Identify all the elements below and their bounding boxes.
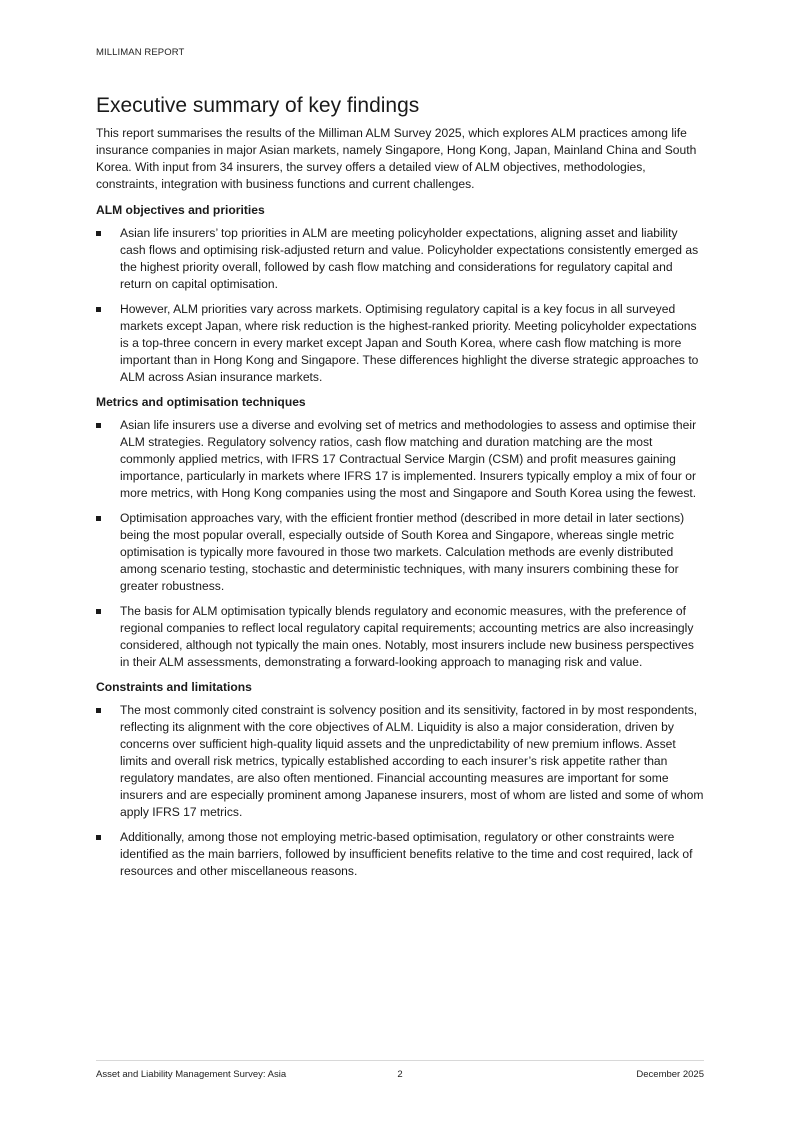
- list-item-text: The basis for ALM optimisation typically blends regulatory and economic measures, with the preference of regional companies to reflect local regulatory capital requirements; accounting metrics are also increasingly considered, although not typically the main ones. Notably, most insurers include new business perspectives in their ALM assessments, demonstrating a forward-looking approach to managing risk and value.: [120, 604, 694, 669]
- section-heading: Constraints and limitations: [96, 680, 252, 694]
- bullet-list: [96, 417, 704, 671]
- bullet-icon: [96, 835, 101, 840]
- footer-date: December 2025: [636, 1069, 704, 1080]
- main-content: [96, 93, 704, 888]
- bullet-icon: [96, 708, 101, 713]
- page-footer: [96, 1069, 704, 1080]
- list-item-text: Optimisation approaches vary, with the efficient frontier method (described in more detail in later sections) being the most popular overall, especially outside of South Korea and Singapore, whereas single metric optimisation is typically more favoured in those two markets. Calculation methods are evenly distributed among scenario testing, stochastic and deterministic techniques, with many insurers combining these for greater robustness.: [120, 511, 685, 593]
- section-constraints-limitations: [96, 679, 704, 880]
- bullet-icon: [96, 609, 101, 614]
- page-title: Executive summary of key findings: [96, 94, 420, 117]
- report-header: MILLIMAN REPORT: [96, 47, 185, 58]
- section-heading: Metrics and optimisation techniques: [96, 395, 306, 409]
- list-item: [96, 301, 704, 386]
- list-item-text: However, ALM priorities vary across markets. Optimising regulatory capital is a key focus in all surveyed markets except Japan, where risk reduction is the highest-ranked priority. Meeting policyholder expectations is a top-three concern in every market except Japan and South Korea, where cash flow matching is more important than in Hong Kong and Singapore. These differences highlight the diverse strategic approaches to ALM across Asian insurance markets.: [120, 302, 699, 384]
- bullet-icon: [96, 516, 101, 521]
- list-item: [96, 417, 704, 502]
- page-number: 2: [397, 1069, 403, 1080]
- intro-paragraph: This report summarises the results of the Milliman ALM Survey 2025, which explores ALM practices among life insurance companies in major Asian markets, namely Singapore, Hong Kong, Japan, Mainland China and South Korea. With input from 34 insurers, the survey offers a detailed view of ALM objectives, methodologies, constraints, integration with business functions and current challenges.: [96, 126, 697, 191]
- list-item: [96, 829, 704, 880]
- list-item-text: Asian life insurers’ top priorities in ALM are meeting policyholder expectations, aligning asset and liability cash flows and optimising risk-adjusted return and value. Policyholder expectations consistently emerged as the highest priority overall, followed by cash flow matching and considerations for regulatory capital and return on capital optimisation.: [120, 226, 699, 291]
- section-heading: ALM objectives and priorities: [96, 203, 265, 217]
- list-item-text: The most commonly cited constraint is solvency position and its sensitivity, factored in by most respondents, reflecting its alignment with the core objectives of ALM. Liquidity is also a major consideration, driven by concerns over sufficient high-quality liquid assets and the unpredictability of new premium inflows. Asset limits and overall risk metrics, typically established according to each insurer’s risk appetite rather than regulatory mandates, are also often mentioned. Financial accounting measures are important for some insurers and are especially prominent among Japanese insurers, most of whom are listed and some of whom apply IFRS 17 metrics.: [120, 703, 704, 819]
- list-item-text: Additionally, among those not employing metric-based optimisation, regulatory or other constraints were identified as the main barriers, followed by insufficient benefits relative to the time and cost required, lack of resources and other miscellaneous reasons.: [120, 830, 693, 878]
- list-item-text: Asian life insurers use a diverse and evolving set of metrics and methodologies to assess and optimise their ALM strategies. Regulatory solvency ratios, cash flow matching and duration matching are the most commonly applied metrics, with IFRS 17 Contractual Service Margin (CSM) and profit measures gaining importance, particularly in markets where IFRS 17 is implemented. Insurers typically employ a mix of four or more metrics, with Hong Kong companies using the most and Singapore and South Korea using the fewest.: [120, 418, 697, 500]
- section-metrics-optimisation: [96, 394, 704, 671]
- footer-report-title: Asset and Liability Management Survey: Asia: [96, 1069, 287, 1080]
- bullet-icon: [96, 231, 101, 236]
- bullet-icon: [96, 423, 101, 428]
- list-item: [96, 510, 704, 595]
- list-item: [96, 702, 704, 821]
- bullet-list: [96, 225, 704, 386]
- list-item: [96, 225, 704, 293]
- list-item: [96, 603, 704, 671]
- bullet-icon: [96, 307, 101, 312]
- bullet-list: [96, 702, 704, 880]
- footer-divider: [96, 1060, 704, 1061]
- section-alm-objectives: [96, 202, 704, 386]
